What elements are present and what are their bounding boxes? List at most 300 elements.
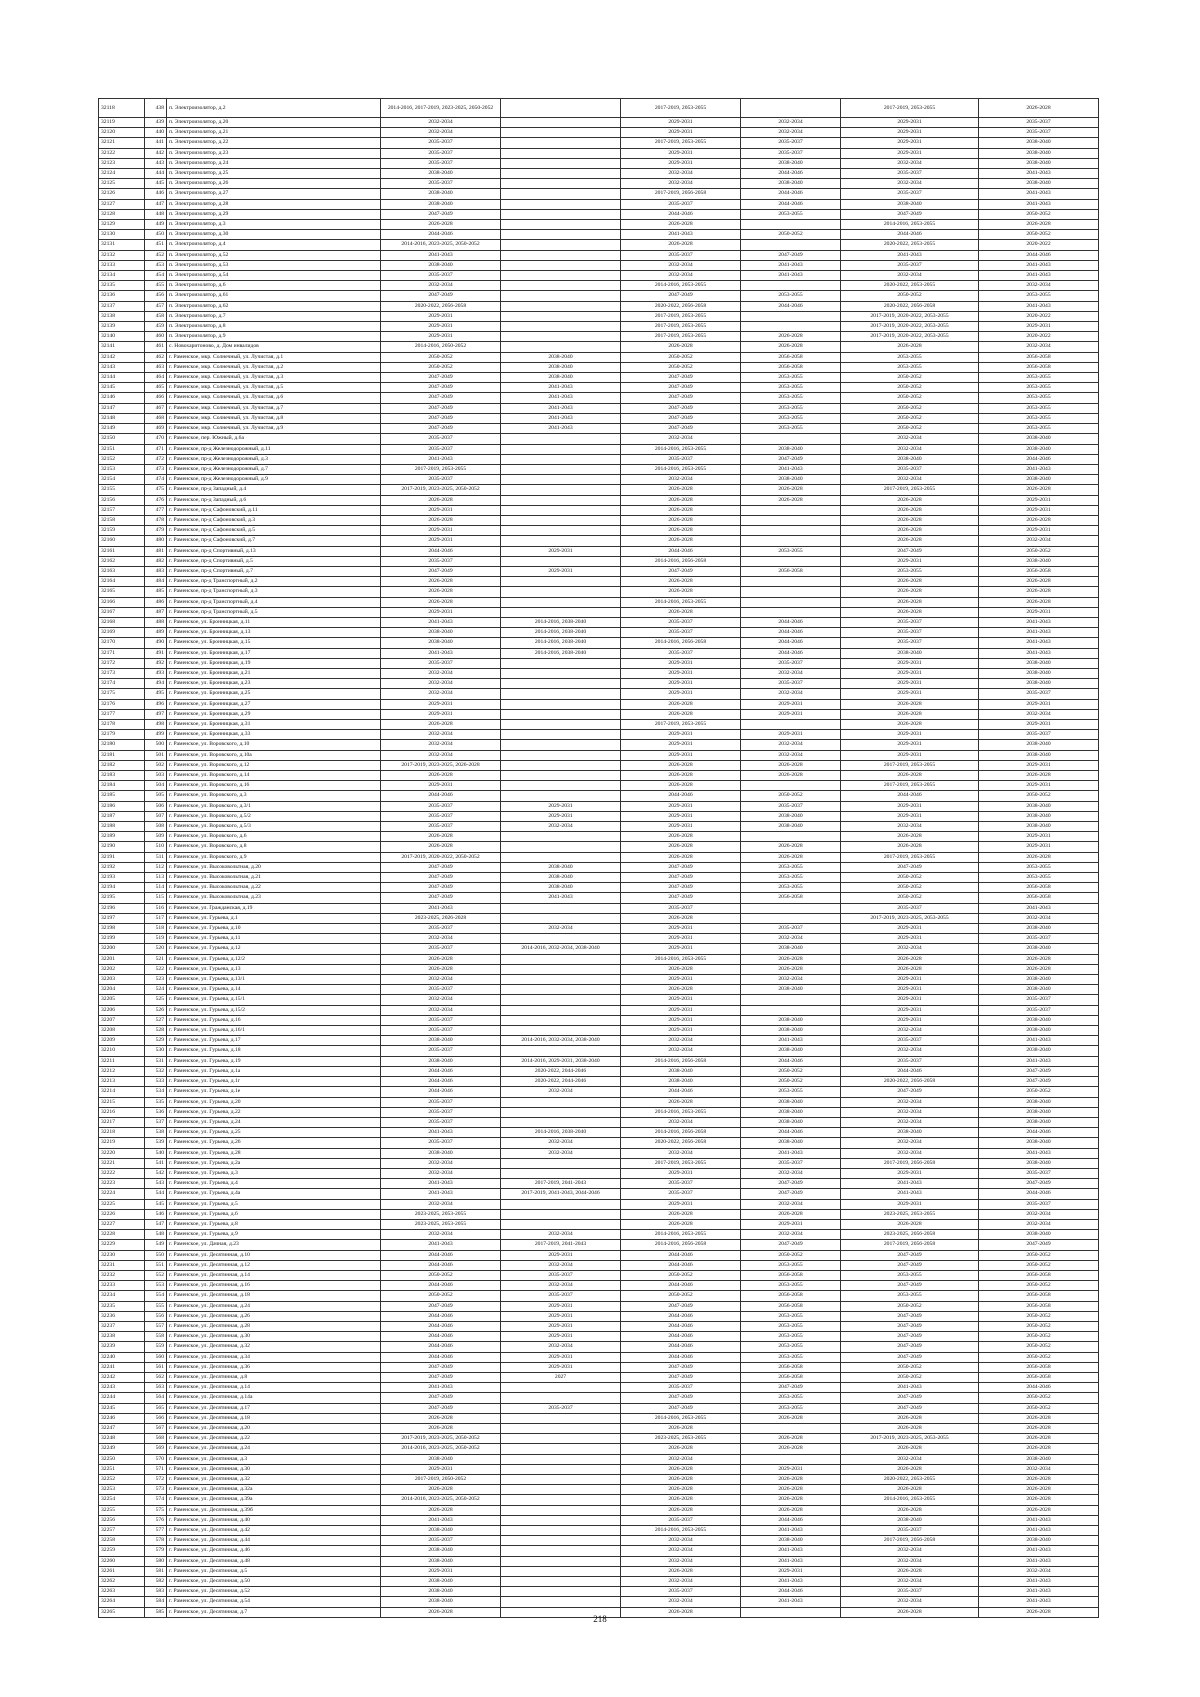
year-cell-4: 2053-2055: [741, 1342, 841, 1352]
table-row: [99, 842, 1099, 852]
row-id-cell: 32208: [99, 1026, 145, 1036]
year-cell-6: 2050-2052: [979, 546, 1099, 556]
year-cell-1: 2041-2043: [381, 1515, 501, 1525]
year-cell-6: 2020-2022: [979, 332, 1099, 342]
row-number-cell: 565: [145, 1403, 167, 1413]
year-cell-5: 2035-2037: [841, 169, 979, 179]
table-row: [99, 1505, 1099, 1515]
year-cell-6: 2041-2043: [979, 903, 1099, 913]
year-cell-6: 2035-2037: [979, 1005, 1099, 1015]
row-id-cell: 32265: [99, 1607, 145, 1617]
year-cell-3: 2029-2031: [621, 1199, 741, 1209]
year-cell-3: 2029-2031: [621, 128, 741, 138]
year-cell-5: 2026-2028: [841, 1566, 979, 1576]
year-cell-6: 2032-2034: [979, 536, 1099, 546]
year-cell-6: 2038-2040: [979, 1454, 1099, 1464]
row-number-cell: 523: [145, 975, 167, 985]
year-cell-4: 2050-2052: [741, 1066, 841, 1076]
year-cell-2: [501, 169, 621, 179]
address-cell: г. Раменское, ул. Высоковольтная, д.20: [167, 862, 381, 872]
year-cell-2: 2032-2034: [501, 1230, 621, 1240]
year-cell-6: 2026-2028: [979, 1475, 1099, 1485]
address-cell: г. Раменское, ул. Гурьева, д.17: [167, 1036, 381, 1046]
year-cell-3: 2032-2034: [621, 169, 741, 179]
year-cell-6: 2050-2052: [979, 1311, 1099, 1321]
year-cell-6: 2038-2040: [979, 822, 1099, 832]
year-cell-1: 2026-2028: [381, 964, 501, 974]
year-cell-3: 2026-2028: [621, 1607, 741, 1617]
year-cell-5: 2035-2037: [841, 1526, 979, 1536]
year-cell-1: 2035-2037: [381, 158, 501, 168]
year-cell-1: 2047-2049: [381, 373, 501, 383]
year-cell-3: 2017-2019, 2053-2055: [621, 332, 741, 342]
row-number-cell: 579: [145, 1546, 167, 1556]
table-row: [99, 424, 1099, 434]
year-cell-1: 2050-2052: [381, 362, 501, 372]
row-id-cell: 32248: [99, 1434, 145, 1444]
table-row: [99, 1321, 1099, 1331]
year-cell-3: 2047-2049: [621, 883, 741, 893]
row-id-cell: 32136: [99, 291, 145, 301]
year-cell-6: 2029-2031: [979, 526, 1099, 536]
year-cell-5: 2029-2031: [841, 1199, 979, 1209]
row-number-cell: 499: [145, 730, 167, 740]
address-cell: г. Раменское, ул. Десятинная, д.48: [167, 1556, 381, 1566]
address-cell: г. Раменское, ул. Десятинная, д.14а: [167, 1393, 381, 1403]
row-number-cell: 482: [145, 556, 167, 566]
year-cell-3: 2029-2031: [621, 740, 741, 750]
year-cell-6: 2026-2028: [979, 954, 1099, 964]
year-cell-1: 2032-2034: [381, 281, 501, 291]
year-cell-2: [501, 934, 621, 944]
year-cell-1: 2038-2040: [381, 189, 501, 199]
row-id-cell: 32183: [99, 771, 145, 781]
year-cell-6: 2056-2058: [979, 566, 1099, 576]
year-cell-3: 2035-2037: [621, 1383, 741, 1393]
year-cell-1: 2029-2031: [381, 536, 501, 546]
row-number-cell: 462: [145, 352, 167, 362]
table-row: [99, 179, 1099, 189]
table-row: [99, 475, 1099, 485]
row-number-cell: 549: [145, 1240, 167, 1250]
row-id-cell: 32213: [99, 1077, 145, 1087]
address-cell: г. Раменское, ул. Гурьева, д.1е: [167, 1087, 381, 1097]
year-cell-2: [501, 342, 621, 352]
row-id-cell: 32261: [99, 1566, 145, 1576]
year-cell-5: 2050-2052: [841, 383, 979, 393]
year-cell-1: 2026-2028: [381, 1505, 501, 1515]
row-id-cell: 32241: [99, 1362, 145, 1372]
row-id-cell: 32224: [99, 1189, 145, 1199]
year-cell-2: [501, 271, 621, 281]
year-cell-4: [741, 607, 841, 617]
row-id-cell: 32229: [99, 1240, 145, 1250]
year-cell-5: 2050-2052: [841, 893, 979, 903]
row-id-cell: 32162: [99, 556, 145, 566]
year-cell-3: 2020-2022, 2056-2058: [621, 1138, 741, 1148]
year-cell-3: 2041-2043: [621, 230, 741, 240]
year-cell-2: 2041-2043: [501, 393, 621, 403]
row-id-cell: 32146: [99, 393, 145, 403]
table-row: [99, 964, 1099, 974]
year-cell-1: 2026-2028: [381, 1607, 501, 1617]
address-cell: г. Раменское, ул. Десятинная, д.18: [167, 1291, 381, 1301]
year-cell-3: 2029-2031: [621, 944, 741, 954]
row-id-cell: 32145: [99, 383, 145, 393]
row-id-cell: 32223: [99, 1179, 145, 1189]
year-cell-4: 2056-2058: [741, 1301, 841, 1311]
year-cell-4: 2044-2046: [741, 301, 841, 311]
row-number-cell: 585: [145, 1607, 167, 1617]
year-cell-5: 2047-2049: [841, 1403, 979, 1413]
year-cell-5: 2047-2049: [841, 1311, 979, 1321]
year-cell-5: 2014-2016, 2053-2055: [841, 220, 979, 230]
row-number-cell: 526: [145, 1005, 167, 1015]
year-cell-2: [501, 964, 621, 974]
year-cell-2: [501, 1536, 621, 1546]
address-cell: г. Раменское, ул. Воровского, д.9: [167, 852, 381, 862]
table-row: [99, 413, 1099, 423]
year-cell-2: [501, 199, 621, 209]
year-cell-2: [501, 689, 621, 699]
year-cell-2: [501, 1393, 621, 1403]
address-cell: г. Раменское, ул. Десятинная, д.34: [167, 1352, 381, 1362]
year-cell-4: [741, 832, 841, 842]
table-row: [99, 1342, 1099, 1352]
year-cell-4: 2041-2043: [741, 464, 841, 474]
address-cell: п. Электроизолятор, д.23: [167, 148, 381, 158]
year-cell-5: 2053-2055: [841, 352, 979, 362]
year-cell-2: 2029-2031: [501, 566, 621, 576]
address-cell: г. Раменское, пер. Южный, д.6а: [167, 434, 381, 444]
year-cell-4: 2056-2058: [741, 352, 841, 362]
row-id-cell: 32254: [99, 1495, 145, 1505]
year-cell-2: [501, 791, 621, 801]
row-id-cell: 32258: [99, 1536, 145, 1546]
year-cell-3: 2044-2046: [621, 1342, 741, 1352]
year-cell-6: 2047-2049: [979, 1240, 1099, 1250]
year-cell-4: 2056-2058: [741, 1372, 841, 1382]
year-cell-1: 2044-2046: [381, 1342, 501, 1352]
year-cell-4: 2044-2046: [741, 189, 841, 199]
table-row: [99, 362, 1099, 372]
year-cell-2: [501, 485, 621, 495]
year-cell-4: [741, 781, 841, 791]
year-cell-1: 2032-2034: [381, 1158, 501, 1168]
address-cell: г. Раменское, пр-д Сафоновский, д.7: [167, 536, 381, 546]
year-cell-3: 2026-2028: [621, 964, 741, 974]
year-cell-4: 2047-2049: [741, 250, 841, 260]
year-cell-6: 2041-2043: [979, 260, 1099, 270]
row-id-cell: 32240: [99, 1352, 145, 1362]
table-row: [99, 138, 1099, 148]
row-id-cell: 32124: [99, 169, 145, 179]
year-cell-2: 2014-2016, 2032-2034, 2038-2040: [501, 1036, 621, 1046]
row-number-cell: 543: [145, 1179, 167, 1189]
year-cell-4: 2032-2034: [741, 668, 841, 678]
address-cell: г. Раменское, ул. Воровского, д.10: [167, 740, 381, 750]
year-cell-1: 2038-2040: [381, 169, 501, 179]
row-number-cell: 556: [145, 1311, 167, 1321]
year-cell-3: 2017-2019, 2053-2055: [621, 322, 741, 332]
row-number-cell: 567: [145, 1424, 167, 1434]
row-id-cell: 32249: [99, 1444, 145, 1454]
year-cell-4: 2026-2028: [741, 332, 841, 342]
row-id-cell: 32128: [99, 209, 145, 219]
table-row: [99, 1015, 1099, 1025]
year-cell-2: [501, 250, 621, 260]
table-row: [99, 1107, 1099, 1117]
address-cell: г. Раменское, ул. Гурьева, д.8: [167, 1219, 381, 1229]
address-cell: г. Раменское, ул. Гурьева, д.20: [167, 1097, 381, 1107]
row-id-cell: 32201: [99, 954, 145, 964]
year-cell-3: 2044-2046: [621, 791, 741, 801]
year-cell-6: 2035-2037: [979, 118, 1099, 128]
row-number-cell: 461: [145, 342, 167, 352]
year-cell-1: 2035-2037: [381, 1046, 501, 1056]
row-number-cell: 555: [145, 1301, 167, 1311]
year-cell-5: 2014-2016, 2053-2055: [841, 1495, 979, 1505]
row-number-cell: 582: [145, 1577, 167, 1587]
year-cell-2: 2014-2016, 2038-2040: [501, 638, 621, 648]
year-cell-6: 2038-2040: [979, 1015, 1099, 1025]
year-cell-3: 2047-2049: [621, 373, 741, 383]
year-cell-4: 2032-2034: [741, 740, 841, 750]
year-cell-2: 2032-2034: [501, 1148, 621, 1158]
row-number-cell: 473: [145, 464, 167, 474]
year-cell-1: 2032-2034: [381, 750, 501, 760]
address-cell: г. Раменское, ул. Бронницкая, д.29: [167, 709, 381, 719]
address-cell: г. Раменское, ул. Воровского, д.16: [167, 781, 381, 791]
row-id-cell: 32219: [99, 1138, 145, 1148]
year-cell-1: 2044-2046: [381, 1311, 501, 1321]
year-cell-4: 2026-2028: [741, 852, 841, 862]
year-cell-3: 2026-2028: [621, 1464, 741, 1474]
year-cell-1: 2038-2040: [381, 1148, 501, 1158]
address-cell: п. Электроизолятор, д.62: [167, 301, 381, 311]
address-cell: г. Раменское, ул. Воровского, д.10а: [167, 750, 381, 760]
year-cell-2: 2029-2031: [501, 1301, 621, 1311]
row-number-cell: 572: [145, 1475, 167, 1485]
year-cell-3: 2047-2049: [621, 413, 741, 423]
row-number-cell: 575: [145, 1505, 167, 1515]
year-cell-5: 2026-2028: [841, 1464, 979, 1474]
year-cell-2: [501, 138, 621, 148]
year-cell-3: 2026-2028: [621, 495, 741, 505]
table-row: [99, 1577, 1099, 1587]
year-cell-1: 2038-2040: [381, 628, 501, 638]
address-cell: п. Электроизолятор, д.7: [167, 311, 381, 321]
year-cell-3: 2035-2037: [621, 454, 741, 464]
year-cell-3: 2026-2028: [621, 1209, 741, 1219]
year-cell-6: 2041-2043: [979, 1587, 1099, 1597]
year-cell-4: 2047-2049: [741, 454, 841, 464]
year-cell-2: [501, 1209, 621, 1219]
year-cell-1: 2047-2049: [381, 873, 501, 883]
table-row: [99, 1372, 1099, 1382]
year-cell-2: [501, 556, 621, 566]
year-cell-6: 2026-2028: [979, 1485, 1099, 1495]
address-cell: г. Раменское, ул. Десятинная, д.10: [167, 1250, 381, 1260]
year-cell-2: [501, 260, 621, 270]
year-cell-6: 2035-2037: [979, 1168, 1099, 1178]
row-number-cell: 505: [145, 791, 167, 801]
row-id-cell: 32236: [99, 1311, 145, 1321]
year-cell-6: 2056-2058: [979, 893, 1099, 903]
year-cell-6: 2041-2043: [979, 1597, 1099, 1607]
table-row: [99, 944, 1099, 954]
table-row: [99, 699, 1099, 709]
year-cell-1: 2047-2049: [381, 883, 501, 893]
row-number-cell: 455: [145, 281, 167, 291]
year-cell-4: 2053-2055: [741, 1321, 841, 1331]
row-id-cell: 32122: [99, 148, 145, 158]
year-cell-1: 2044-2046: [381, 791, 501, 801]
table-row: [99, 495, 1099, 505]
table-row: [99, 393, 1099, 403]
row-number-cell: 554: [145, 1291, 167, 1301]
row-id-cell: 32172: [99, 658, 145, 668]
year-cell-1: 2047-2049: [381, 1393, 501, 1403]
year-cell-1: 2035-2037: [381, 1015, 501, 1025]
year-cell-2: [501, 1495, 621, 1505]
year-cell-1: 2038-2040: [381, 1454, 501, 1464]
row-id-cell: 32163: [99, 566, 145, 576]
year-cell-2: 2041-2043: [501, 413, 621, 423]
table-row: [99, 220, 1099, 230]
year-cell-2: [501, 1005, 621, 1015]
year-cell-3: 2026-2028: [621, 607, 741, 617]
row-number-cell: 480: [145, 536, 167, 546]
year-cell-1: 2044-2046: [381, 230, 501, 240]
year-cell-3: 2044-2046: [621, 1281, 741, 1291]
row-number-cell: 447: [145, 199, 167, 209]
year-cell-3: 2029-2031: [621, 1015, 741, 1025]
row-id-cell: 32189: [99, 832, 145, 842]
year-cell-1: 2035-2037: [381, 556, 501, 566]
address-cell: п. Электроизолятор, д.52: [167, 250, 381, 260]
table-row: [99, 1158, 1099, 1168]
year-cell-4: [741, 526, 841, 536]
year-cell-6: 2050-2052: [979, 230, 1099, 240]
address-cell: г. Раменское, ул. Десятинная, д.3: [167, 1454, 381, 1464]
address-cell: п. Электроизолятор, д.53: [167, 260, 381, 270]
year-cell-4: 2056-2058: [741, 1362, 841, 1372]
year-cell-1: 2044-2046: [381, 1077, 501, 1087]
row-number-cell: 459: [145, 322, 167, 332]
year-cell-6: 2038-2040: [979, 1230, 1099, 1240]
year-cell-3: 2032-2034: [621, 1597, 741, 1607]
table-row: [99, 1413, 1099, 1423]
table-row: [99, 1168, 1099, 1178]
year-cell-1: 2035-2037: [381, 985, 501, 995]
year-cell-2: [501, 1383, 621, 1393]
year-cell-5: 2053-2055: [841, 1270, 979, 1280]
table-row: [99, 1066, 1099, 1076]
year-cell-1: 2041-2043: [381, 1128, 501, 1138]
year-cell-5: 2047-2049: [841, 1321, 979, 1331]
year-cell-2: [501, 1597, 621, 1607]
table-row: [99, 628, 1099, 638]
year-cell-6: 2026-2028: [979, 577, 1099, 587]
year-cell-4: 2038-2040: [741, 1536, 841, 1546]
address-cell: г. Раменское, ул. Десятинная, д.46: [167, 1546, 381, 1556]
row-number-cell: 552: [145, 1270, 167, 1280]
year-cell-5: 2017-2019, 2053-2055: [841, 99, 979, 118]
year-cell-2: [501, 1505, 621, 1515]
address-cell: п. Электроизолятор, д.3: [167, 220, 381, 230]
year-cell-4: 2035-2037: [741, 679, 841, 689]
row-number-cell: 449: [145, 220, 167, 230]
year-cell-6: 2038-2040: [979, 138, 1099, 148]
year-cell-4: 2053-2055: [741, 413, 841, 423]
year-cell-6: 2032-2034: [979, 1464, 1099, 1474]
year-cell-2: [501, 1199, 621, 1209]
year-cell-1: 2050-2052: [381, 352, 501, 362]
row-id-cell: 32237: [99, 1321, 145, 1331]
year-cell-5: 2017-2019, 2053-2055: [841, 485, 979, 495]
repair-schedule-table: [98, 98, 1099, 1618]
row-number-cell: 516: [145, 903, 167, 913]
year-cell-5: 2026-2028: [841, 954, 979, 964]
year-cell-5: 2053-2055: [841, 362, 979, 372]
year-cell-3: 2035-2037: [621, 1189, 741, 1199]
year-cell-1: 2044-2046: [381, 1260, 501, 1270]
year-cell-4: 2053-2055: [741, 393, 841, 403]
year-cell-5: 2017-2019, 2056-2058: [841, 1240, 979, 1250]
year-cell-5: 2029-2031: [841, 1005, 979, 1015]
year-cell-4: 2053-2055: [741, 1403, 841, 1413]
table-row: [99, 1301, 1099, 1311]
year-cell-5: 2047-2049: [841, 1260, 979, 1270]
year-cell-4: 2038-2040: [741, 475, 841, 485]
year-cell-5: 2044-2046: [841, 791, 979, 801]
year-cell-2: [501, 781, 621, 791]
year-cell-3: 2026-2028: [621, 985, 741, 995]
year-cell-3: 2029-2031: [621, 118, 741, 128]
year-cell-6: 2035-2037: [979, 128, 1099, 138]
year-cell-6: 2026-2028: [979, 597, 1099, 607]
row-id-cell: 32195: [99, 893, 145, 903]
row-number-cell: 490: [145, 638, 167, 648]
year-cell-5: 2017-2019, 2023-2025, 2053-2055: [841, 913, 979, 923]
year-cell-4: 2053-2055: [741, 1332, 841, 1342]
year-cell-6: 2032-2034: [979, 1566, 1099, 1576]
row-number-cell: 574: [145, 1495, 167, 1505]
year-cell-6: 2038-2040: [979, 1107, 1099, 1117]
year-cell-2: 2029-2031: [501, 1362, 621, 1372]
address-cell: п. Электроизолятор, д.8: [167, 322, 381, 332]
address-cell: п. Электроизолятор, д.25: [167, 169, 381, 179]
year-cell-6: 2044-2046: [979, 1189, 1099, 1199]
row-id-cell: 32129: [99, 220, 145, 230]
year-cell-2: 2027: [501, 1372, 621, 1382]
address-cell: п. Электроизолятор, д.61: [167, 291, 381, 301]
year-cell-4: [741, 577, 841, 587]
year-cell-2: [501, 699, 621, 709]
row-number-cell: 500: [145, 740, 167, 750]
address-cell: г. Раменское, ул. Гурьева, д.1а: [167, 1066, 381, 1076]
year-cell-4: [741, 220, 841, 230]
year-cell-2: [501, 189, 621, 199]
year-cell-3: 2017-2019, 2053-2055: [621, 719, 741, 729]
year-cell-5: 2032-2034: [841, 1597, 979, 1607]
year-cell-4: 2053-2055: [741, 383, 841, 393]
year-cell-5: 2029-2031: [841, 924, 979, 934]
year-cell-1: 2032-2034: [381, 740, 501, 750]
year-cell-3: 2047-2049: [621, 893, 741, 903]
table-row: [99, 464, 1099, 474]
